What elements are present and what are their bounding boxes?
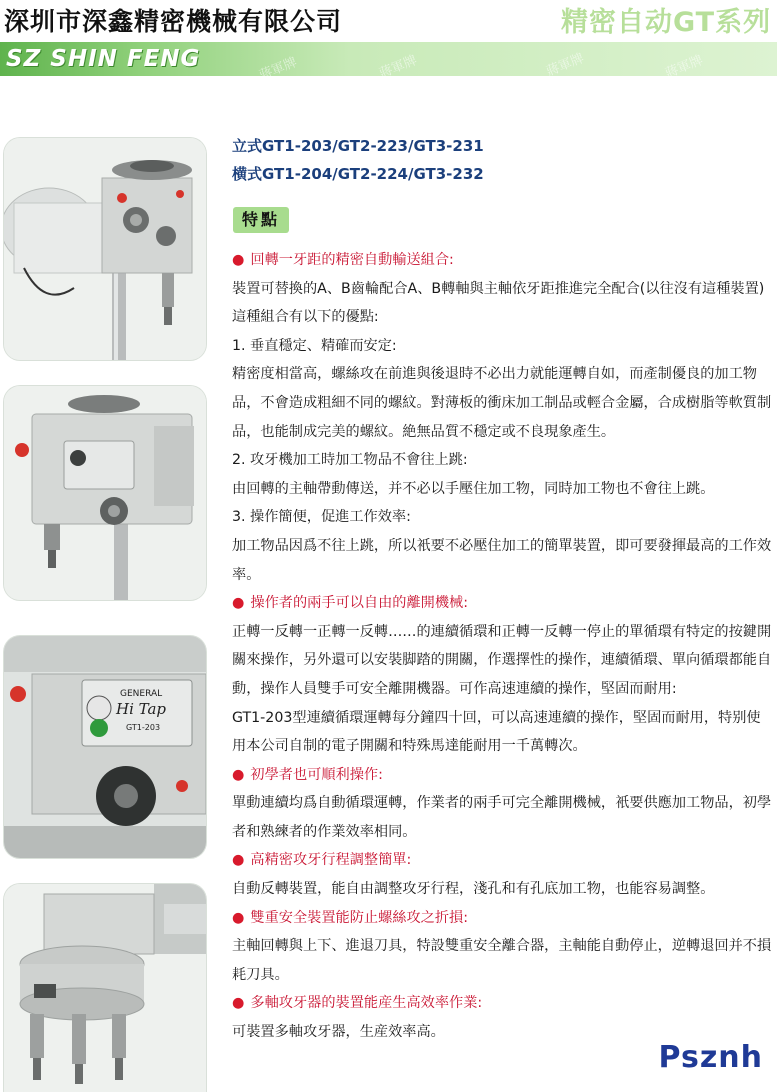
machine-photo-control-panel	[4, 636, 206, 858]
section-heading: ● 多軸攻牙器的裝置能産生高效率作業:	[232, 995, 483, 1012]
plate-general-text: GENERAL	[120, 689, 163, 699]
watermark: 蔣軍牌	[377, 53, 420, 82]
section-paragraph: 加工物品因爲不往上跳，所以衹要不必壓住加工的簡單裝置，即可要發揮最高的工作效率。	[232, 537, 772, 583]
brand-name: SZ SHIN FENG	[6, 46, 201, 72]
section-heading: ● 雙重安全裝置能防止螺絲攻之折損:	[232, 909, 468, 926]
section-paragraph: 1. 垂直穩定、精確而安定:	[232, 337, 397, 354]
section-paragraph: 單動連續均爲自動循環運轉，作業者的兩手可完全離開機械，衹要供應加工物品，初學者和熟練者的作業效率相同。	[232, 795, 772, 840]
bullet-icon: ●	[232, 595, 245, 612]
plate-brand-text: Hi Tap	[116, 700, 167, 718]
section-paragraph: 裝置可替換的A、B齒輪配合A、B轉軸與主軸依牙距推進完全配合(以往沒有這種裝置)這種組合有以下的優點:	[232, 280, 765, 326]
plate-model-text: GT1-203	[126, 723, 161, 732]
bullet-icon: ●	[232, 852, 245, 869]
machine-photo-vertical	[4, 138, 206, 360]
bullet-icon: ●	[232, 909, 245, 926]
model-vertical: 立式GT1-203/GT2-223/GT3-231	[232, 137, 484, 155]
watermark: 蔣軍牌	[257, 55, 300, 84]
site-logo: Psznh	[658, 1040, 763, 1075]
features-label: 特點	[233, 207, 289, 233]
section-heading: ● 回轉一牙距的精密自動輸送組合:	[232, 252, 454, 268]
bullet-icon: ●	[232, 252, 245, 268]
machine-photo-front	[4, 386, 206, 600]
section-paragraph: 正轉一反轉一正轉一反轉……的連續循環和正轉一反轉一停止的單循環有特定的按鍵開關來操作，另外還可以安裝脚踏的開關，作選擇性的操作，連續循環、單向循環都能自動，操作人員雙手可安全離開機器。可作高速連續的操作，堅固而耐用:	[232, 623, 772, 697]
section-heading: ● 高精密攻牙行程調整簡單:	[232, 852, 412, 869]
watermark: 蔣軍牌	[663, 53, 706, 82]
section-paragraph: 3. 操作簡便，促進工作效率:	[232, 509, 411, 526]
section-paragraph: 精密度相當高，螺絲攻在前進與後退時不必出力就能運轉自如，而產制優良的加工物品，不會造成粗細不同的螺紋。對薄板的衝床加工制品或輕合金屬，合成樹脂等軟質制品，也能制成完美的螺紋。絶無品質不穩定或不良現象產生。	[232, 366, 772, 440]
feature-list	[232, 246, 772, 1047]
series-title: 精密自动GT系列	[561, 7, 772, 38]
section-paragraph: 自動反轉裝置，能自由調整攻牙行程，淺孔和有孔底加工物，也能容易調整。	[232, 881, 715, 898]
watermark: 蔣軍牌	[544, 51, 587, 80]
bullet-icon: ●	[232, 995, 245, 1012]
section-paragraph: 由回轉的主軸帶動傳送，并不必以手壓住加工物，同時加工物也不會往上跳。	[232, 480, 715, 497]
company-name: 深圳市深鑫精密機械有限公司	[4, 7, 343, 36]
machine-photo-multi-spindle	[4, 884, 206, 1092]
model-horizontal: 横式GT1-204/GT2-224/GT3-232	[232, 165, 484, 183]
section-paragraph: GT1-203型連續循環運轉每分鐘四十回，可以高速連續的操作，堅固而耐用，特别使用本公司自制的電子開關和特殊馬達能耐用一千萬轉次。	[232, 709, 761, 755]
section-heading: ● 初學者也可順利操作:	[232, 766, 383, 783]
bullet-icon: ●	[232, 766, 245, 783]
section-heading: ● 操作者的兩手可以自由的離開機械:	[232, 595, 468, 612]
section-paragraph: 2. 攻牙機加工時加工物品不會往上跳:	[232, 452, 468, 469]
section-paragraph: 可裝置多軸攻牙器，生産效率高。	[232, 1024, 445, 1041]
section-paragraph: 主軸回轉與上下、進退刀具，特設雙重安全離合器，主軸能自動停止，逆轉退回并不損耗刀具。	[232, 938, 772, 983]
